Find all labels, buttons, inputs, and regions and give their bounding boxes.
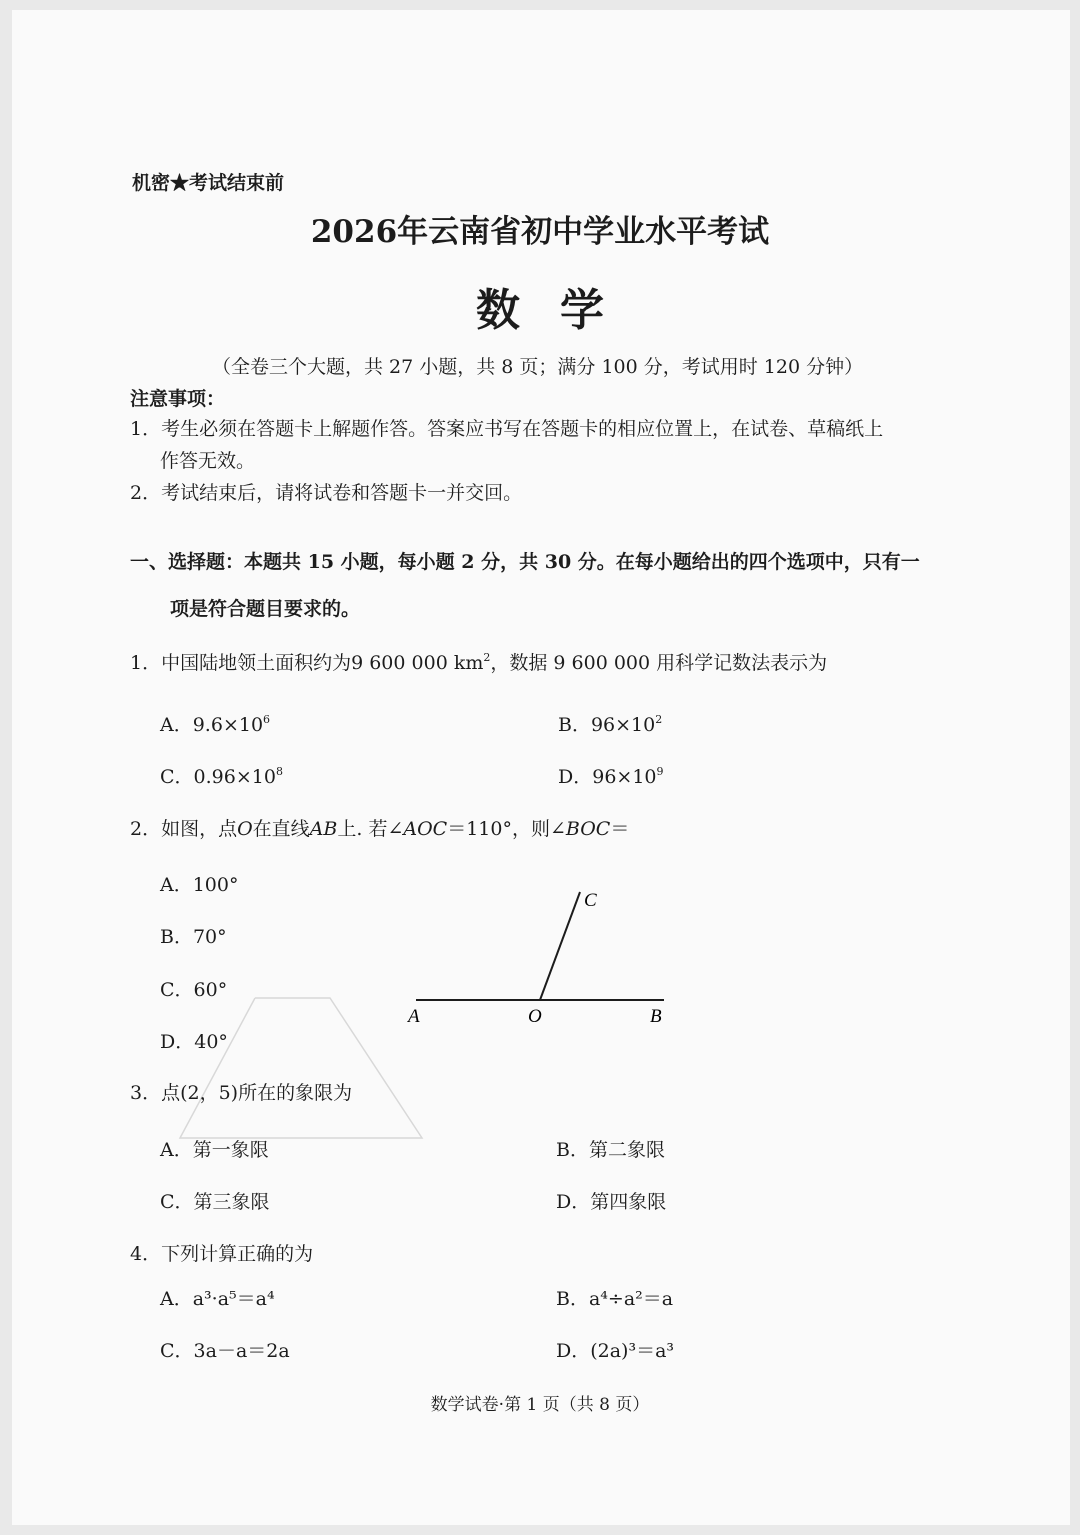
figure-label-o: O [528,1006,542,1027]
q1-option-d [558,762,664,789]
question-1-stem [130,648,827,675]
angle-figure [400,880,680,1030]
question-2-stem [130,814,629,841]
q2-stem-part: 在直线 [252,818,310,840]
q3-option-d: D．第四象限 [556,1191,667,1213]
ray-oc [540,892,580,1000]
q2-var: O [237,818,253,840]
q2-option-d: D．40° [160,1031,228,1053]
q2-var: AB [309,818,338,840]
q1-option-a-exp: 6 [263,713,271,726]
page-footer: 数学试卷·第 1 页（共 8 页） [430,1395,650,1415]
q1-option-a [160,710,270,737]
q4-option-b: B．a⁴÷a²＝a [556,1288,674,1310]
q2-stem-part: 2．如图，点 [130,818,238,840]
q3-option-b: B．第二象限 [556,1139,665,1161]
q1-option-c-exp: 8 [275,765,283,778]
q1-option-c [160,762,283,789]
section-1-heading: 一、选择题：本题共 15 小题，每小题 2 分，共 30 分。在每小题给出的四个选项中，只有一 [130,551,920,573]
notice-item-2: 2．考试结束后，请将试卷和答题卡一并交回。 [130,482,523,504]
notice-item-1: 1．考生必须在答题卡上解题作答。答案应书写在答题卡的相应位置上，在试卷、草稿纸上 [130,418,884,440]
figure-label-a: A [408,1006,420,1027]
confidential-label: 机密★考试结束前 [132,172,285,194]
q3-option-a: A．第一象限 [160,1139,269,1161]
notice-title: 注意事项： [130,388,226,410]
q1-option-d-exp: 9 [656,765,664,778]
question-4-stem: 4．下列计算正确的为 [130,1243,314,1265]
subject-title: 数学 [476,285,644,336]
q4-option-a: A．a³·a⁵＝a⁴ [160,1288,275,1310]
q4-option-c: C．3a－a＝2a [160,1340,290,1362]
q1-option-b-exp: 2 [655,713,663,726]
exam-title: 2026年云南省初中学业水平考试 [310,214,770,250]
q2-stem-part: 上. 若∠ [337,818,404,840]
q2-var: AOC [403,818,448,840]
figure-label-b: B [650,1006,662,1027]
q1-option-d-base: D．96×10 [558,766,657,788]
exam-info: （全卷三个大题，共 27 小题，共 8 页；满分 100 分，考试用时 120 分钟） [212,356,864,378]
figure-label-c: C [584,890,597,911]
notice-item-1-cont: 作答无效。 [160,450,256,472]
q2-option-c: C．60° [160,979,228,1001]
q2-stem-part: ＝ [610,818,630,840]
q2-var: BOC [565,818,611,840]
q2-stem-part: ＝110°，则∠ [447,818,566,840]
q2-option-b: B．70° [160,926,227,948]
q1-stem-sup: 2 [483,651,491,664]
q1-option-b-base: B．96×10 [558,714,656,736]
question-3-stem: 3．点(2，5)所在的象限为 [130,1082,353,1104]
q4-option-d: D．(2a)³＝a³ [556,1340,675,1362]
q1-option-c-base: C．0.96×10 [160,766,276,788]
q1-option-a-base: A．9.6×10 [160,714,264,736]
q2-option-a: A．100° [160,874,239,896]
q1-stem-part: ，数据 9 600 000 用科学记数法表示为 [490,652,828,674]
section-1-heading-cont: 项是符合题目要求的。 [170,598,361,620]
q1-stem-part: 1．中国陆地领土面积约为9 600 000 km [130,652,484,674]
q3-option-c: C．第三象限 [160,1191,270,1213]
q1-option-b [558,710,662,737]
